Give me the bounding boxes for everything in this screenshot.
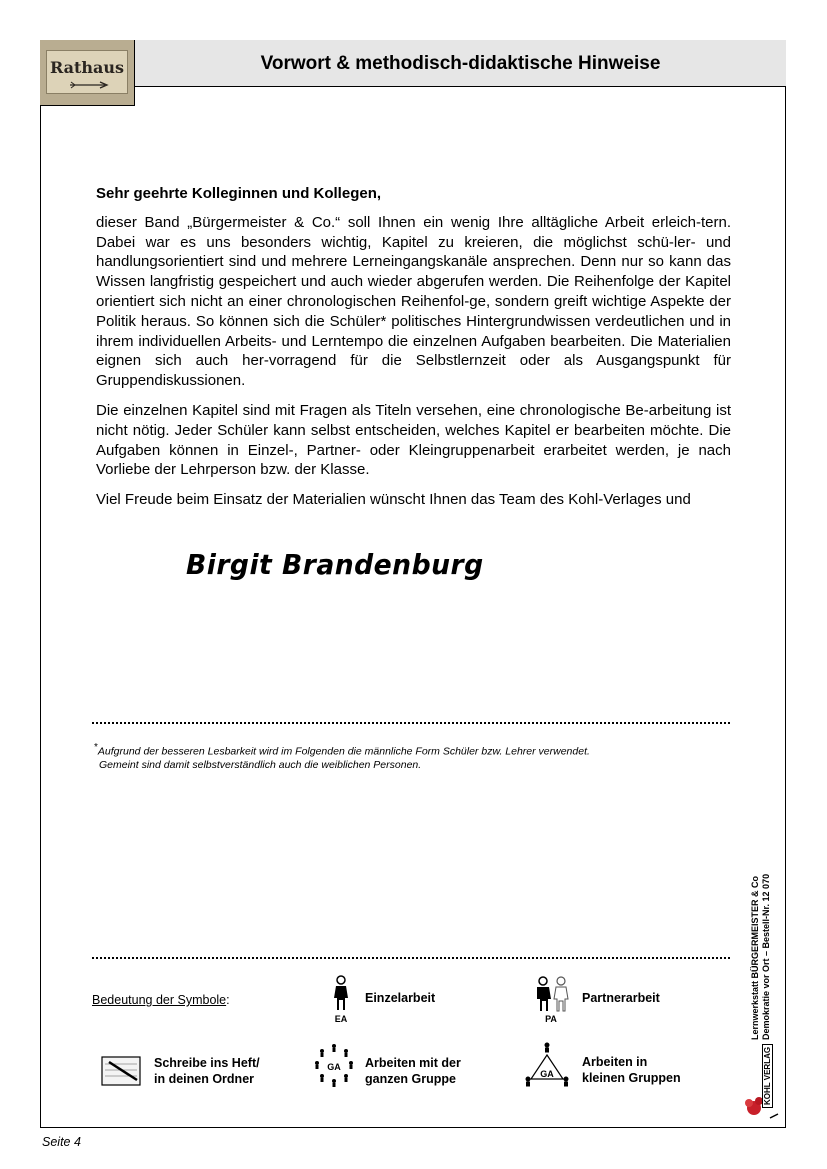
notebook-pen-icon	[101, 1056, 141, 1086]
tag-pa: PA	[545, 1014, 557, 1024]
paragraph-3: Viel Freude beim Einsatz der Materialien wünscht Ihnen das Team des Kohl-Verlages und	[96, 491, 691, 509]
label-einzelarbeit: Einzelarbeit	[365, 991, 436, 1005]
side-line-1: Lernwerkstatt BÜRGERMEISTER & Co	[750, 875, 760, 1040]
kohl-verlag-logo	[744, 1048, 780, 1120]
tag-ga-small: GA	[540, 1069, 554, 1079]
kohl-verlag-text: KOHL VERLAG	[762, 1044, 773, 1108]
label-klein-line-1: Arbeiten in	[582, 1055, 648, 1069]
legend-title-text: Bedeutung der Symbole	[92, 993, 227, 1007]
side-imprint	[750, 874, 772, 1040]
signature: Birgit Brandenburg	[186, 548, 484, 581]
label-heft	[154, 1055, 260, 1087]
footnote-marker: *	[94, 742, 98, 753]
two-persons-icon	[534, 976, 570, 1012]
footnote-line-2: Gemeint sind damit selbstverständlich auch die weiblichen Personen.	[99, 758, 422, 771]
rathaus-logo	[40, 40, 135, 106]
label-partnerarbeit: Partnerarbeit	[582, 991, 660, 1005]
greeting: Sehr geehrte Kolleginnen und Kollegen,	[96, 185, 382, 202]
side-line-2: Demokratie vor Ort – Bestell-Nr. 12 070	[761, 873, 771, 1040]
tag-ga-group: GA	[327, 1062, 341, 1072]
paragraph-2: Die einzelnen Kapitel sind mit Fragen als Titeln versehen, eine chronologische Be-arbeitung ist nicht nötig. Jeder Schüler kann selbst entscheiden, welches Kapitel er bearbeiten möchte. Die Aufgaben können in Einzel-, Partner- oder Kleingruppenarbeit erarbeitet werden, je nach Vorliebe der Lehrperson bzw. der Klasse.	[96, 401, 731, 479]
legend-title	[92, 993, 230, 1007]
tag-ea: EA	[334, 1014, 348, 1024]
group-triangle-icon	[525, 1041, 569, 1089]
arrow-right-icon	[69, 81, 111, 89]
person-icon	[331, 975, 351, 1011]
label-gruppe-line-2: ganzen Gruppe	[365, 1072, 456, 1086]
divider-bottom	[92, 957, 730, 959]
label-heft-line-1: Schreibe ins Heft/	[154, 1056, 260, 1070]
logo-text: Rathaus	[49, 58, 125, 77]
label-klein-line-2: kleinen Gruppen	[582, 1071, 681, 1085]
label-gruppe	[365, 1055, 461, 1087]
label-gruppe-line-1: Arbeiten mit der	[365, 1056, 461, 1070]
divider-top	[92, 722, 730, 724]
page-number: Seite 4	[42, 1135, 81, 1149]
label-heft-line-2: in deinen Ordner	[154, 1072, 255, 1086]
label-klein	[582, 1054, 681, 1086]
paragraph-1: dieser Band „Bürgermeister & Co.“ soll Ihnen ein wenig Ihre alltägliche Arbeit erleich-tern. Dabei war es uns besonders wichtig, Kapitel zu kreieren, die möglichst schü-ler- und handlungsorientiert sind und mehrere Lerneingangskanäle ansprechen. Denn nur so kann das Wissen langfristig gespeichert und auch wieder abgerufen werden. Die Reihenfolge der Kapitel orientiert sich nicht an einer chronologischen Reihenfol-ge, sondern greift wichtige Aspekte der Politik heraus. So können sich die Schüler* politisches Hintergrundwissen verdeutlichen und in ihrem individuellen Arbeits- und Lerntempo die einzelnen Aufgaben bearbeiten. Die Materialien eignen sich auch her-vorragend für die Selbstlernzeit oder als Ausgangspunkt für Gruppendiskussionen.	[96, 213, 731, 390]
page-title: Vorwort & methodisch-didaktische Hinweise	[260, 53, 661, 74]
legend-colon: :	[226, 993, 230, 1007]
logo-sign	[46, 50, 128, 94]
letter-body	[96, 184, 731, 520]
footnote-line-1: Aufgrund der besseren Lesbarkeit wird im Folgenden die männliche Form Schüler bzw. Lehrer verwendet.	[97, 745, 590, 758]
footnote	[94, 741, 590, 772]
